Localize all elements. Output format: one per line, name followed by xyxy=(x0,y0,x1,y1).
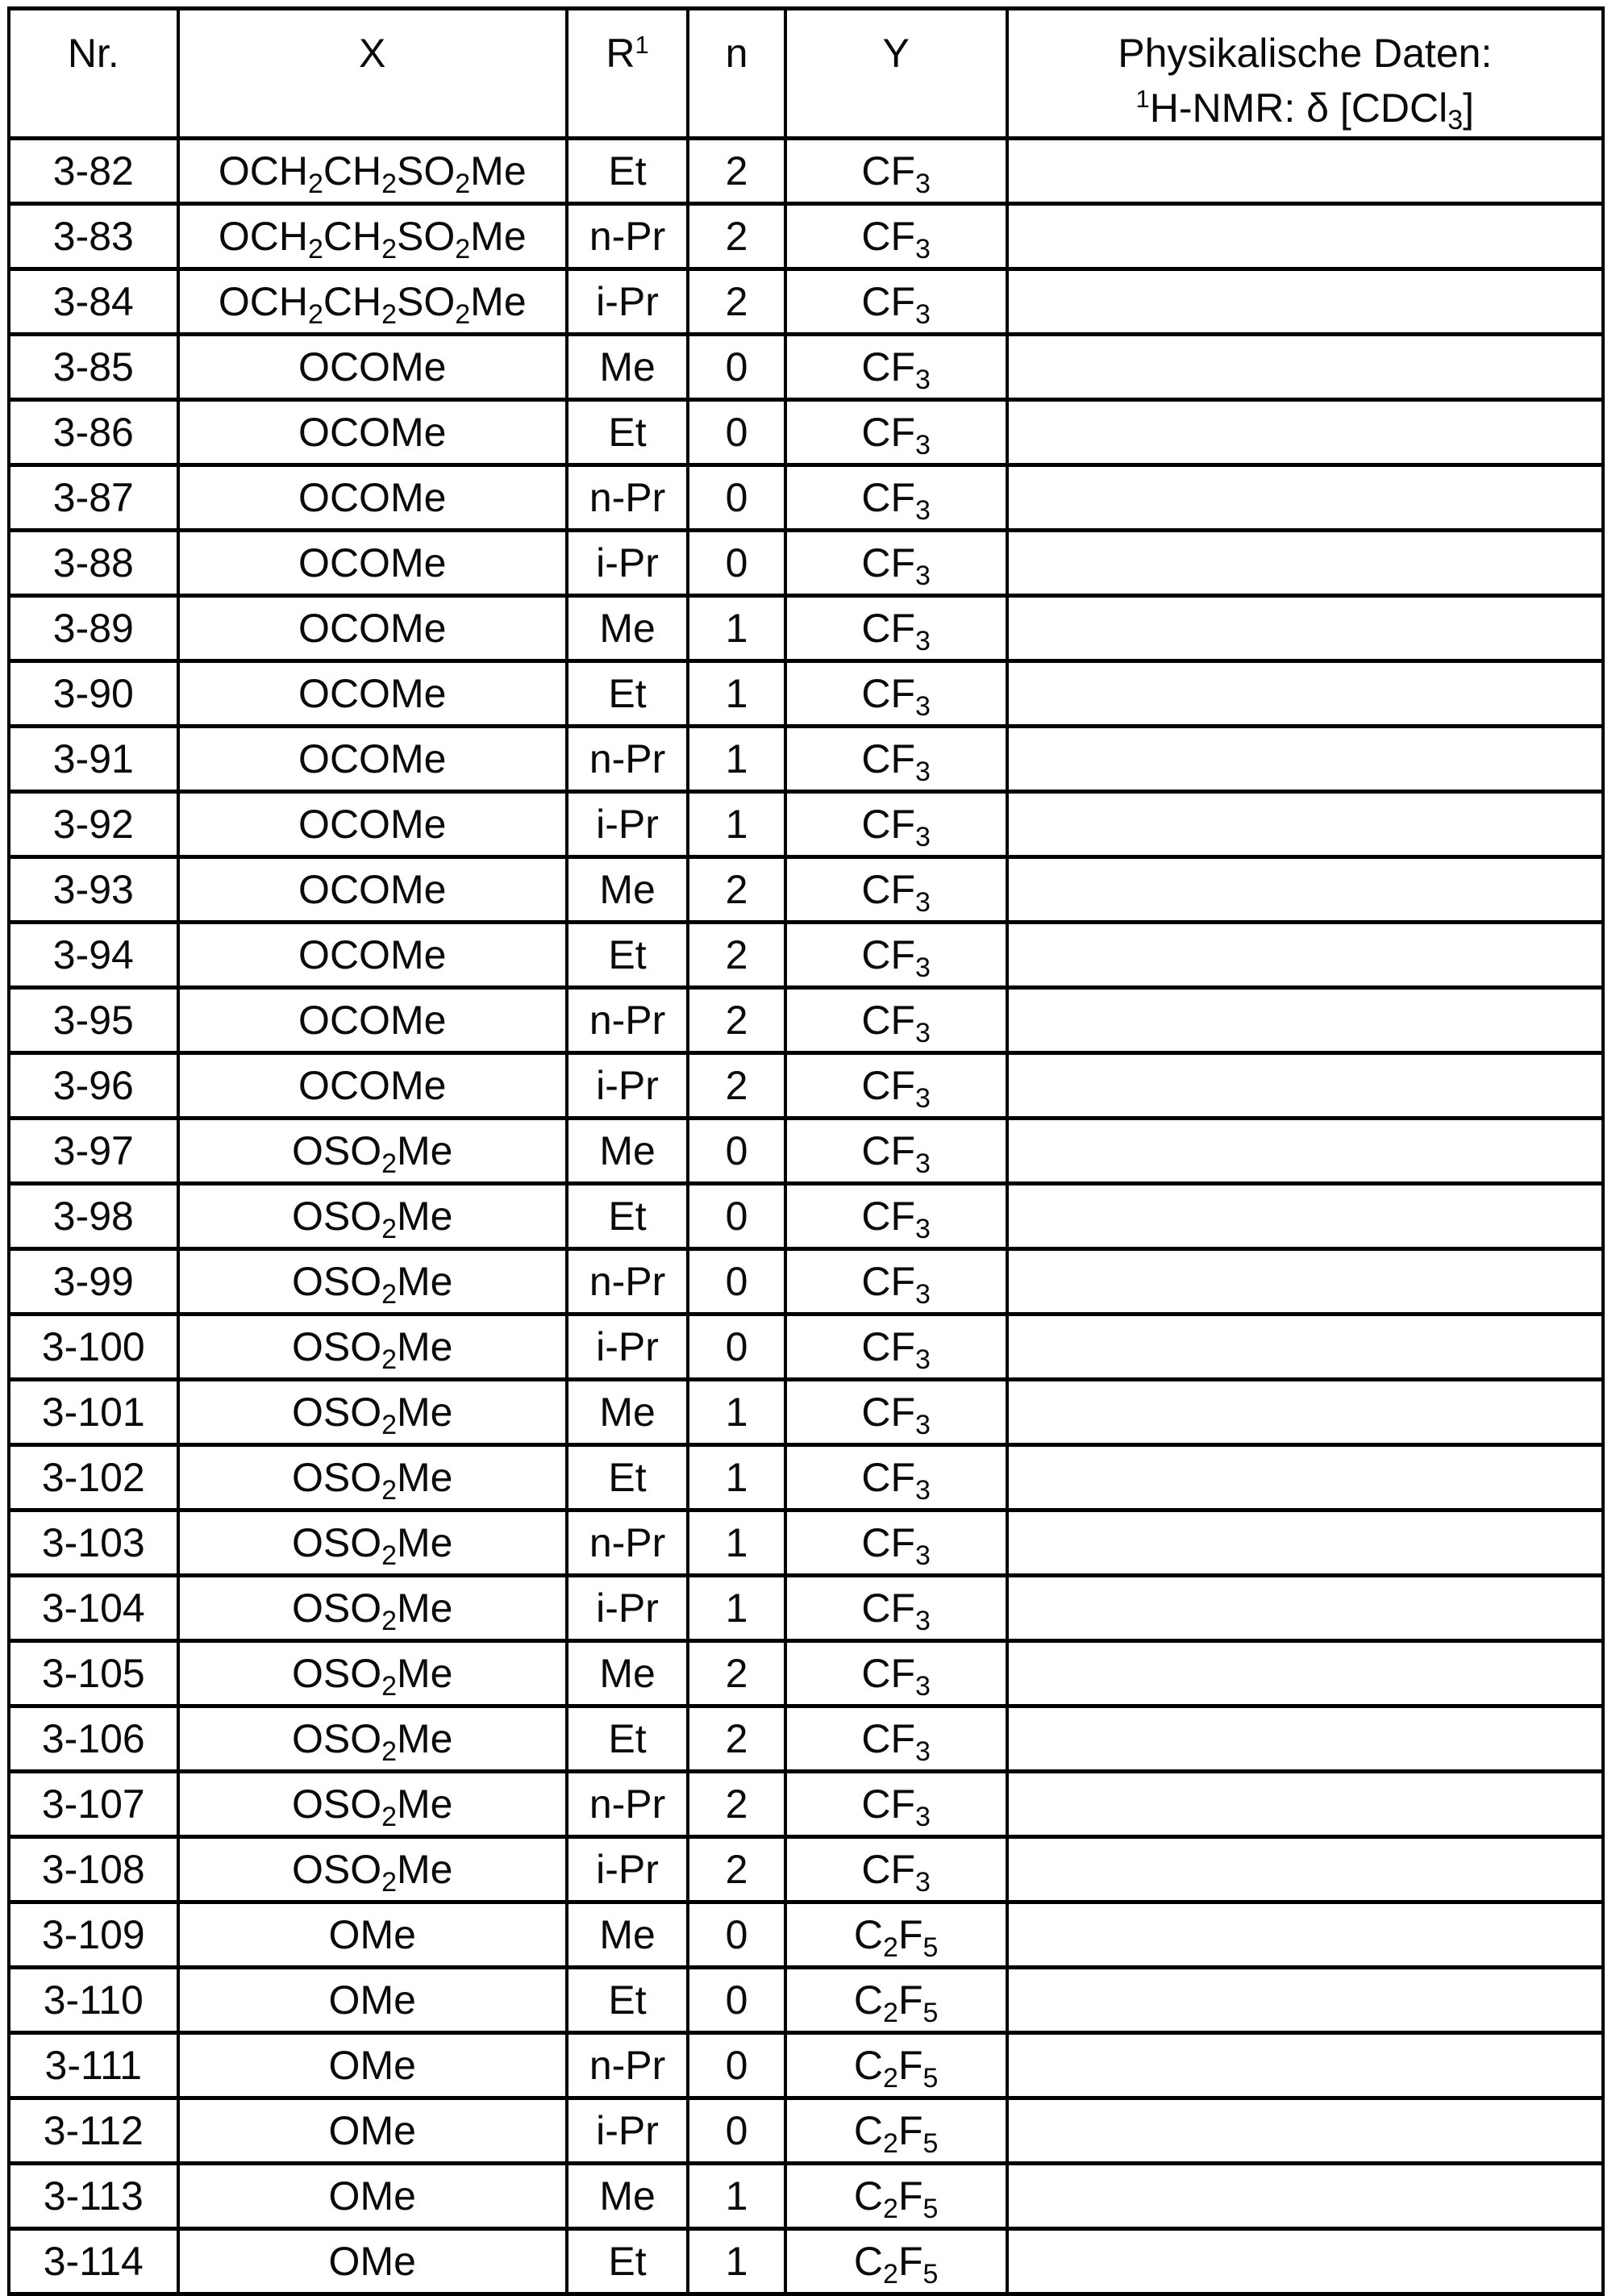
cell-nr: 3-84 xyxy=(9,269,178,335)
cell-phys xyxy=(1007,204,1603,269)
cell-nr: 3-100 xyxy=(9,1315,178,1380)
cell-n: 1 xyxy=(688,727,785,792)
cell-y: $CF_3$ xyxy=(785,531,1007,596)
compound-table xyxy=(7,6,1605,2296)
cell-x: OCOMe xyxy=(178,727,567,792)
cell-n: 1 xyxy=(688,2229,785,2294)
table-row xyxy=(9,1641,1603,1706)
cell-x: $OSO_2Me$ xyxy=(178,1315,567,1380)
cell-n: 1 xyxy=(688,661,785,727)
cell-r1: Et xyxy=(567,1445,688,1511)
cell-phys xyxy=(1007,1837,1603,1902)
cell-r1: i-Pr xyxy=(567,1315,688,1380)
cell-nr: 3-101 xyxy=(9,1380,178,1445)
cell-y: $C_2F_5$ xyxy=(785,2033,1007,2098)
cell-r1: n-Pr xyxy=(567,1249,688,1315)
cell-x: OCOMe xyxy=(178,531,567,596)
table-row xyxy=(9,2229,1603,2294)
table-row xyxy=(9,1837,1603,1902)
cell-r1: Me xyxy=(567,1380,688,1445)
cell-phys xyxy=(1007,661,1603,727)
cell-y: $CF_3$ xyxy=(785,1119,1007,1184)
table-row xyxy=(9,400,1603,465)
cell-y: $C_2F_5$ xyxy=(785,2229,1007,2294)
cell-phys xyxy=(1007,2033,1603,2098)
cell-x: $OCH_2CH_2SO_2Me$ xyxy=(178,139,567,204)
cell-nr: 3-109 xyxy=(9,1902,178,1968)
cell-n: 2 xyxy=(688,1772,785,1837)
cell-x: $OCH_2CH_2SO_2Me$ xyxy=(178,204,567,269)
cell-y: $C_2F_5$ xyxy=(785,1968,1007,2033)
cell-x: OMe xyxy=(178,2229,567,2294)
table-row xyxy=(9,1249,1603,1315)
cell-y: $CF_3$ xyxy=(785,1315,1007,1380)
cell-r1: Et xyxy=(567,1184,688,1249)
table-row xyxy=(9,1184,1603,1249)
table-row xyxy=(9,1902,1603,1968)
cell-phys xyxy=(1007,2164,1603,2229)
cell-phys xyxy=(1007,1380,1603,1445)
cell-phys xyxy=(1007,1445,1603,1511)
cell-phys xyxy=(1007,1706,1603,1772)
cell-x: $OSO_2Me$ xyxy=(178,1184,567,1249)
cell-x: OCOMe xyxy=(178,857,567,923)
cell-phys xyxy=(1007,727,1603,792)
cell-r1: Me xyxy=(567,1641,688,1706)
cell-r1: Me xyxy=(567,596,688,661)
cell-phys xyxy=(1007,1902,1603,1968)
cell-r1: Et xyxy=(567,661,688,727)
cell-x: OMe xyxy=(178,2164,567,2229)
cell-y: $C_2F_5$ xyxy=(785,2164,1007,2229)
cell-x: OCOMe xyxy=(178,988,567,1053)
cell-x: OMe xyxy=(178,2033,567,2098)
cell-nr: 3-89 xyxy=(9,596,178,661)
cell-nr: 3-94 xyxy=(9,923,178,988)
cell-r1: Et xyxy=(567,923,688,988)
cell-r1: n-Pr xyxy=(567,1511,688,1576)
cell-r1: Me xyxy=(567,1119,688,1184)
cell-x: OCOMe xyxy=(178,923,567,988)
header-cell-x: X xyxy=(178,9,567,139)
cell-phys xyxy=(1007,1968,1603,2033)
cell-n: 0 xyxy=(688,1902,785,1968)
header-cell-nr: Nr. xyxy=(9,9,178,139)
cell-y: $CF_3$ xyxy=(785,1706,1007,1772)
table-row xyxy=(9,269,1603,335)
cell-n: 2 xyxy=(688,1053,785,1119)
cell-n: 1 xyxy=(688,1511,785,1576)
cell-r1: n-Pr xyxy=(567,465,688,531)
cell-phys xyxy=(1007,988,1603,1053)
cell-y: $CF_3$ xyxy=(785,204,1007,269)
cell-x: $OSO_2Me$ xyxy=(178,1511,567,1576)
cell-phys xyxy=(1007,1119,1603,1184)
cell-r1: n-Pr xyxy=(567,204,688,269)
cell-r1: i-Pr xyxy=(567,2098,688,2164)
cell-phys xyxy=(1007,1184,1603,1249)
cell-n: 1 xyxy=(688,1576,785,1641)
header-phys-line2: $^1$H-NMR: δ [CDCl$_3$] xyxy=(1135,85,1475,136)
cell-y: $CF_3$ xyxy=(785,335,1007,400)
cell-x: $OSO_2Me$ xyxy=(178,1706,567,1772)
cell-y: $CF_3$ xyxy=(785,1380,1007,1445)
cell-phys xyxy=(1007,792,1603,857)
cell-r1: i-Pr xyxy=(567,792,688,857)
cell-n: 0 xyxy=(688,465,785,531)
cell-x: OCOMe xyxy=(178,400,567,465)
cell-x: $OSO_2Me$ xyxy=(178,1445,567,1511)
cell-x: OCOMe xyxy=(178,1053,567,1119)
cell-nr: 3-110 xyxy=(9,1968,178,2033)
cell-y: $CF_3$ xyxy=(785,1576,1007,1641)
cell-phys xyxy=(1007,1576,1603,1641)
cell-y: $CF_3$ xyxy=(785,269,1007,335)
cell-r1: n-Pr xyxy=(567,727,688,792)
cell-n: 1 xyxy=(688,1445,785,1511)
cell-n: 0 xyxy=(688,2098,785,2164)
cell-y: $CF_3$ xyxy=(785,1053,1007,1119)
cell-r1: n-Pr xyxy=(567,988,688,1053)
cell-nr: 3-112 xyxy=(9,2098,178,2164)
cell-n: 2 xyxy=(688,204,785,269)
header-cell-r1: $R^1$ xyxy=(567,9,688,139)
cell-r1: Et xyxy=(567,1968,688,2033)
cell-n: 1 xyxy=(688,2164,785,2229)
cell-phys xyxy=(1007,269,1603,335)
cell-y: $CF_3$ xyxy=(785,465,1007,531)
cell-nr: 3-97 xyxy=(9,1119,178,1184)
cell-n: 0 xyxy=(688,1119,785,1184)
cell-nr: 3-90 xyxy=(9,661,178,727)
table-row xyxy=(9,1053,1603,1119)
cell-nr: 3-108 xyxy=(9,1837,178,1902)
table-row xyxy=(9,1380,1603,1445)
cell-y: $C_2F_5$ xyxy=(785,1902,1007,1968)
cell-r1: Et xyxy=(567,139,688,204)
cell-y: $CF_3$ xyxy=(785,727,1007,792)
table-row xyxy=(9,1706,1603,1772)
cell-x: $OSO_2Me$ xyxy=(178,1641,567,1706)
cell-n: 0 xyxy=(688,1968,785,2033)
cell-nr: 3-93 xyxy=(9,857,178,923)
cell-n: 2 xyxy=(688,988,785,1053)
table-row xyxy=(9,2164,1603,2229)
cell-y: $CF_3$ xyxy=(785,400,1007,465)
cell-nr: 3-113 xyxy=(9,2164,178,2229)
table-row xyxy=(9,1511,1603,1576)
cell-r1: i-Pr xyxy=(567,1053,688,1119)
cell-nr: 3-105 xyxy=(9,1641,178,1706)
cell-phys xyxy=(1007,1511,1603,1576)
cell-nr: 3-85 xyxy=(9,335,178,400)
cell-r1: i-Pr xyxy=(567,531,688,596)
table-row xyxy=(9,923,1603,988)
cell-x: OCOMe xyxy=(178,596,567,661)
header-phys-line1: Physikalische Daten: xyxy=(1118,31,1493,76)
table-row xyxy=(9,727,1603,792)
cell-r1: Me xyxy=(567,857,688,923)
cell-y: $CF_3$ xyxy=(785,1837,1007,1902)
cell-y: $CF_3$ xyxy=(785,596,1007,661)
cell-nr: 3-106 xyxy=(9,1706,178,1772)
cell-x: OCOMe xyxy=(178,792,567,857)
cell-n: 1 xyxy=(688,596,785,661)
cell-nr: 3-87 xyxy=(9,465,178,531)
cell-x: $OSO_2Me$ xyxy=(178,1380,567,1445)
table-row xyxy=(9,1315,1603,1380)
table-row xyxy=(9,1445,1603,1511)
cell-r1: Et xyxy=(567,400,688,465)
cell-r1: Me xyxy=(567,1902,688,1968)
cell-nr: 3-111 xyxy=(9,2033,178,2098)
table-body xyxy=(9,139,1603,2294)
header-cell-y: Y xyxy=(785,9,1007,139)
cell-nr: 3-83 xyxy=(9,204,178,269)
table-row xyxy=(9,139,1603,204)
cell-phys xyxy=(1007,1641,1603,1706)
cell-nr: 3-103 xyxy=(9,1511,178,1576)
table-row xyxy=(9,335,1603,400)
cell-phys xyxy=(1007,1772,1603,1837)
cell-nr: 3-96 xyxy=(9,1053,178,1119)
cell-x: $OSO_2Me$ xyxy=(178,1249,567,1315)
cell-phys xyxy=(1007,2098,1603,2164)
cell-nr: 3-88 xyxy=(9,531,178,596)
table-row xyxy=(9,465,1603,531)
cell-y: $CF_3$ xyxy=(785,857,1007,923)
cell-r1: i-Pr xyxy=(567,1837,688,1902)
cell-y: $CF_3$ xyxy=(785,139,1007,204)
header-row xyxy=(9,9,1603,139)
cell-n: 1 xyxy=(688,1380,785,1445)
cell-nr: 3-102 xyxy=(9,1445,178,1511)
cell-nr: 3-82 xyxy=(9,139,178,204)
cell-n: 2 xyxy=(688,923,785,988)
cell-y: $CF_3$ xyxy=(785,1445,1007,1511)
table-row xyxy=(9,792,1603,857)
cell-x: $OSO_2Me$ xyxy=(178,1576,567,1641)
table-row xyxy=(9,204,1603,269)
cell-x: $OCH_2CH_2SO_2Me$ xyxy=(178,269,567,335)
cell-phys xyxy=(1007,1249,1603,1315)
cell-n: 1 xyxy=(688,792,785,857)
cell-n: 2 xyxy=(688,1837,785,1902)
table-row xyxy=(9,857,1603,923)
table-row xyxy=(9,2098,1603,2164)
cell-y: $CF_3$ xyxy=(785,923,1007,988)
cell-nr: 3-92 xyxy=(9,792,178,857)
cell-y: $CF_3$ xyxy=(785,1772,1007,1837)
table-row xyxy=(9,2033,1603,2098)
cell-n: 0 xyxy=(688,400,785,465)
cell-x: $OSO_2Me$ xyxy=(178,1772,567,1837)
cell-x: $OSO_2Me$ xyxy=(178,1837,567,1902)
cell-n: 0 xyxy=(688,335,785,400)
cell-x: OMe xyxy=(178,2098,567,2164)
cell-r1: Me xyxy=(567,335,688,400)
cell-nr: 3-107 xyxy=(9,1772,178,1837)
cell-r1: Me xyxy=(567,2164,688,2229)
cell-y: $CF_3$ xyxy=(785,1184,1007,1249)
cell-nr: 3-98 xyxy=(9,1184,178,1249)
table-row xyxy=(9,1576,1603,1641)
cell-phys xyxy=(1007,1315,1603,1380)
cell-x: OCOMe xyxy=(178,465,567,531)
cell-x: OCOMe xyxy=(178,335,567,400)
table-row xyxy=(9,1119,1603,1184)
table-row xyxy=(9,596,1603,661)
cell-n: 2 xyxy=(688,1641,785,1706)
cell-y: $CF_3$ xyxy=(785,1641,1007,1706)
cell-y: $CF_3$ xyxy=(785,988,1007,1053)
cell-phys xyxy=(1007,335,1603,400)
cell-phys xyxy=(1007,923,1603,988)
cell-r1: Et xyxy=(567,2229,688,2294)
table-row xyxy=(9,1772,1603,1837)
cell-x: $OSO_2Me$ xyxy=(178,1119,567,1184)
cell-n: 2 xyxy=(688,139,785,204)
cell-y: $C_2F_5$ xyxy=(785,2098,1007,2164)
cell-nr: 3-99 xyxy=(9,1249,178,1315)
table-row xyxy=(9,1968,1603,2033)
cell-r1: i-Pr xyxy=(567,1576,688,1641)
cell-n: 0 xyxy=(688,1315,785,1380)
cell-phys xyxy=(1007,1053,1603,1119)
cell-phys xyxy=(1007,596,1603,661)
cell-r1: i-Pr xyxy=(567,269,688,335)
cell-n: 0 xyxy=(688,1184,785,1249)
table-row xyxy=(9,531,1603,596)
cell-nr: 3-86 xyxy=(9,400,178,465)
cell-phys xyxy=(1007,139,1603,204)
cell-y: $CF_3$ xyxy=(785,792,1007,857)
cell-y: $CF_3$ xyxy=(785,661,1007,727)
cell-nr: 3-95 xyxy=(9,988,178,1053)
cell-r1: n-Pr xyxy=(567,2033,688,2098)
cell-n: 0 xyxy=(688,2033,785,2098)
cell-phys xyxy=(1007,465,1603,531)
cell-nr: 3-114 xyxy=(9,2229,178,2294)
cell-n: 2 xyxy=(688,857,785,923)
table-row xyxy=(9,988,1603,1053)
cell-r1: Et xyxy=(567,1706,688,1772)
cell-phys xyxy=(1007,531,1603,596)
cell-x: OMe xyxy=(178,1902,567,1968)
cell-phys xyxy=(1007,857,1603,923)
cell-nr: 3-91 xyxy=(9,727,178,792)
header-cell-phys xyxy=(1007,9,1603,139)
cell-x: OMe xyxy=(178,1968,567,2033)
cell-n: 2 xyxy=(688,269,785,335)
cell-x: OCOMe xyxy=(178,661,567,727)
cell-phys xyxy=(1007,2229,1603,2294)
cell-y: $CF_3$ xyxy=(785,1249,1007,1315)
cell-r1: n-Pr xyxy=(567,1772,688,1837)
cell-nr: 3-104 xyxy=(9,1576,178,1641)
cell-n: 0 xyxy=(688,531,785,596)
cell-y: $CF_3$ xyxy=(785,1511,1007,1576)
cell-n: 2 xyxy=(688,1706,785,1772)
table-row xyxy=(9,661,1603,727)
header-cell-n: n xyxy=(688,9,785,139)
cell-phys xyxy=(1007,400,1603,465)
cell-n: 0 xyxy=(688,1249,785,1315)
